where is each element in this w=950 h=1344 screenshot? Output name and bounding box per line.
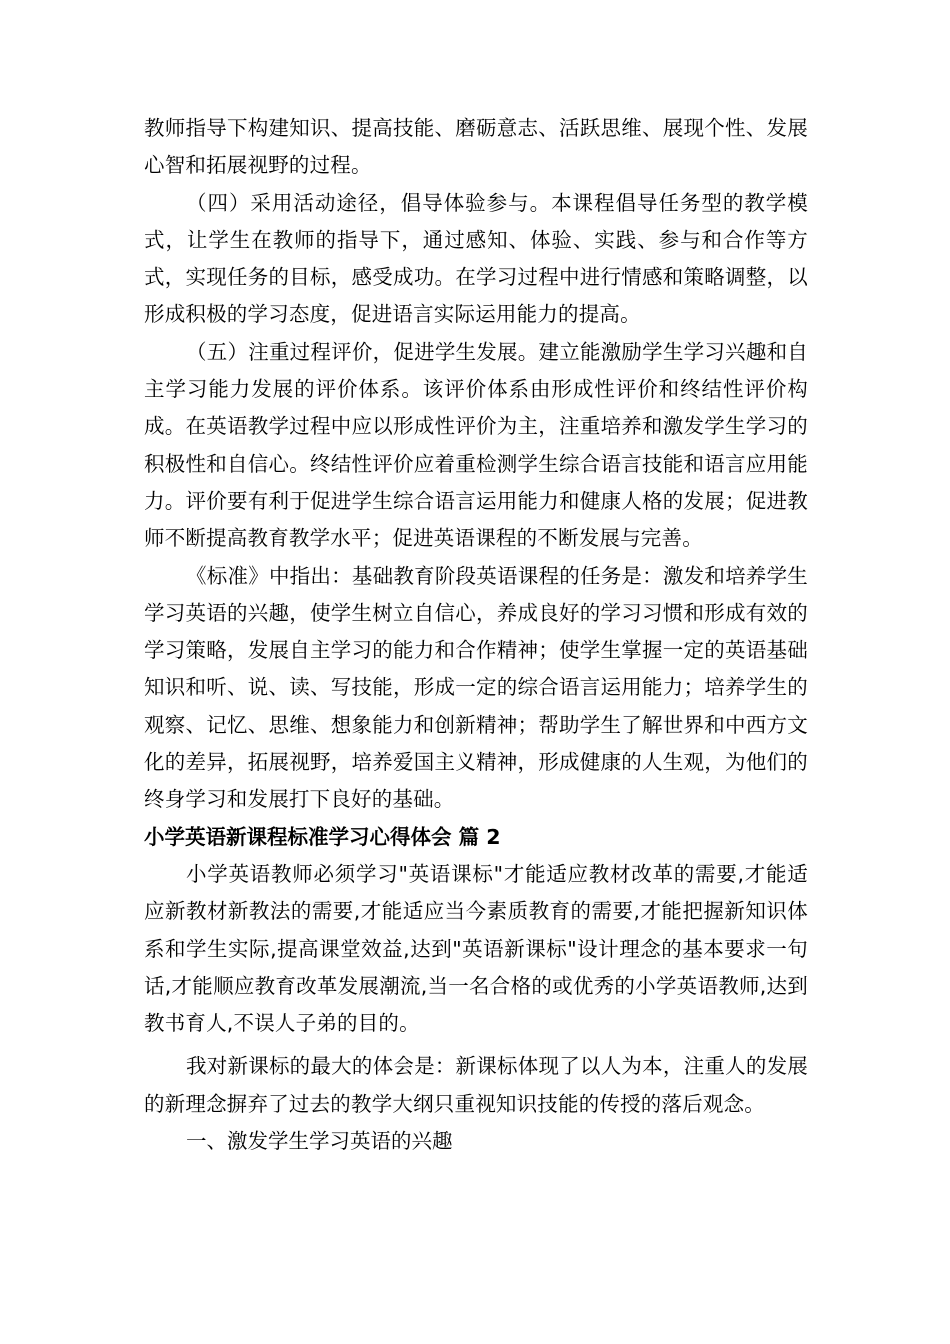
paragraph-item-five: （五）注重过程评价，促进学生发展。建立能激励学生学习兴趣和自主学习能力发展的评价体系。该评价体系由形成性评价和终结性评价构成。在英语教学过程中应以形成性评价为主，注重培养和激发学生学习的积极性和自信心。终结性评价应着重检测学生综合语言技能和语言应用能力。评价要有利于促进学生综合语言运用能力和健康人格的发展；促进教师不断提高教育教学水平；促进英语课程的不断发展与完善。 — [144, 339, 808, 551]
document-body — [144, 110, 808, 1160]
paragraph-continuation: 教师指导下构建知识、提高技能、磨砺意志、活跃思维、展现个性、发展心智和拓展视野的过程。 — [144, 116, 808, 178]
section-heading-part-2: 小学英语新课程标准学习心得体会 篇 2 — [144, 824, 501, 849]
paragraph-item-four: （四）采用活动途径，倡导体验参与。本课程倡导任务型的教学模式，让学生在教师的指导下，通过感知、体验、实践、参与和合作等方式，实现任务的目标，感受成功。在学习过程中进行情感和策略调整，以形成积极的学习态度，促进语言实际运用能力的提高。 — [144, 190, 808, 327]
paragraph-standard-task: 《标准》中指出：基础教育阶段英语课程的任务是：激发和培养学生学习英语的兴趣，使学生树立自信心，养成良好的学习习惯和形成有效的学习策略，发展自主学习的能力和合作精神；使学生掌握一定的英语基础知识和听、说、读、写技能，形成一定的综合语言运用能力；培养学生的观察、记忆、思维、想象能力和创新精神；帮助学生了解世界和中西方文化的差异，拓展视野，培养爱国主义精神，形成健康的人生观，为他们的终身学习和发展打下良好的基础。 — [144, 563, 808, 812]
paragraph-teacher-must-learn: 小学英语教师必须学习"英语课标"才能适应教材改革的需要,才能适应新教材新教法的需要,才能适应当今素质教育的需要,才能把握新知识体系和学生实际,提高课堂效益,达到"英语新课标"设计理念的基本要求一句话,才能顺应教育改革发展潮流,当一名合格的或优秀的小学英语教师,达到教书育人,不误人子弟的目的。 — [144, 861, 808, 1036]
subheading-stimulate-interest: 一、激发学生学习英语的兴趣 — [186, 1129, 453, 1154]
paragraph-biggest-experience: 我对新课标的最大的体会是：新课标体现了以人为本，注重人的发展的新理念摒弃了过去的教学大纲只重视知识技能的传授的落后观念。 — [144, 1054, 808, 1116]
